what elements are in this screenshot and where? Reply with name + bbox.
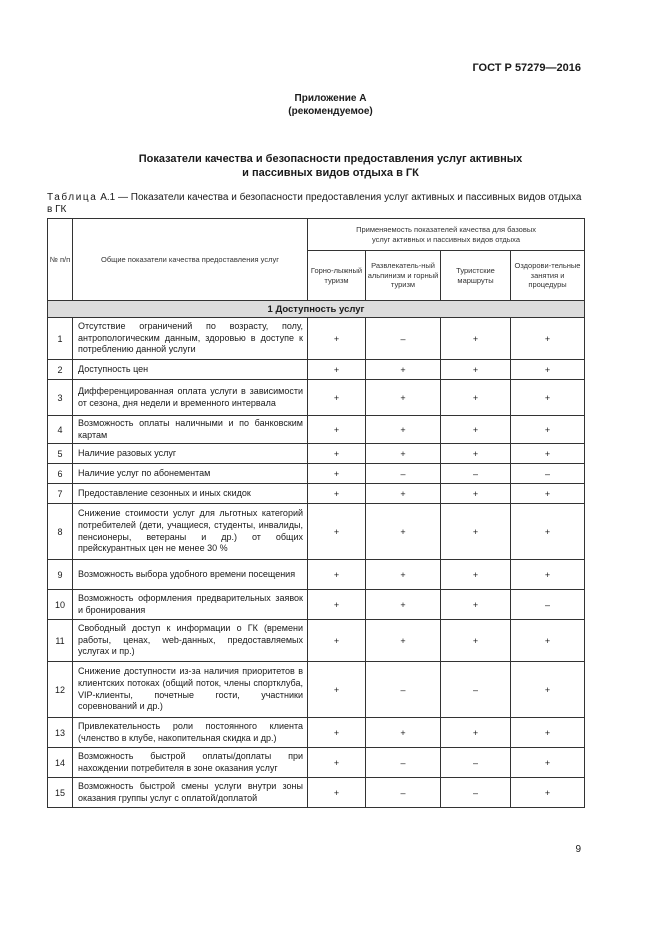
- applicability-mark: +: [308, 416, 366, 444]
- row-indicator-text: Отсутствие ограничений по возрасту, полу, антропологическим данным, здоровью в доступе к потреблению данной услуги: [73, 318, 308, 360]
- header-number: № п/п: [48, 219, 73, 301]
- applicability-mark: –: [366, 778, 441, 808]
- row-number: 6: [48, 464, 73, 484]
- table-row: [48, 444, 585, 464]
- table-row: [48, 662, 585, 718]
- table-caption-number: А.1: [100, 192, 116, 203]
- section-title: 1 Доступность услуг: [48, 301, 585, 318]
- row-number: 9: [48, 560, 73, 590]
- annex-subtitle: (рекомендуемое): [288, 106, 373, 117]
- table-row: [48, 504, 585, 560]
- row-indicator-text: Возможность оформления предварительных заявок и бронирования: [73, 590, 308, 620]
- applicability-mark: +: [441, 360, 511, 380]
- row-number: 13: [48, 718, 73, 748]
- row-number: 1: [48, 318, 73, 360]
- applicability-mark: +: [308, 778, 366, 808]
- applicability-mark: +: [366, 360, 441, 380]
- header-health-procedures: Оздорови-тельные занятия и процедуры: [511, 251, 585, 301]
- applicability-mark: +: [366, 504, 441, 560]
- row-number: 7: [48, 484, 73, 504]
- applicability-mark: +: [441, 416, 511, 444]
- applicability-mark: +: [511, 416, 585, 444]
- applicability-mark: +: [441, 504, 511, 560]
- applicability-mark: –: [441, 778, 511, 808]
- applicability-mark: –: [366, 662, 441, 718]
- row-number: 5: [48, 444, 73, 464]
- applicability-mark: +: [511, 318, 585, 360]
- applicability-mark: +: [366, 590, 441, 620]
- applicability-mark: +: [511, 380, 585, 416]
- row-number: 11: [48, 620, 73, 662]
- document-heading: [0, 152, 661, 180]
- applicability-mark: –: [511, 464, 585, 484]
- row-indicator-text: Предоставление сезонных и иных скидок: [73, 484, 308, 504]
- row-indicator-text: Свободный доступ к информации о ГК (времени работы, ценах, web-данных, предоставляемых услугах и пр.): [73, 620, 308, 662]
- row-indicator-text: Привлекательность роли постоянного клиента (членство в клубе, накопительная скидка и др.): [73, 718, 308, 748]
- applicability-mark: –: [366, 318, 441, 360]
- header-applicability-group: Применяемость показателей качества для базовых услуг активных и пассивных видов отдыха: [308, 219, 585, 251]
- applicability-mark: +: [511, 444, 585, 464]
- applicability-mark: +: [511, 718, 585, 748]
- applicability-mark: +: [511, 560, 585, 590]
- page-number: 9: [575, 844, 581, 855]
- row-number: 10: [48, 590, 73, 620]
- applicability-mark: +: [366, 718, 441, 748]
- applicability-mark: +: [441, 718, 511, 748]
- header-alpinism: Развлекатель-ный альпинизм и горный туризм: [366, 251, 441, 301]
- row-indicator-text: Доступность цен: [73, 360, 308, 380]
- applicability-mark: –: [441, 464, 511, 484]
- row-number: 2: [48, 360, 73, 380]
- applicability-mark: +: [308, 620, 366, 662]
- row-number: 8: [48, 504, 73, 560]
- table-row: [48, 464, 585, 484]
- header-ski-tourism: Горно-лыжный туризм: [308, 251, 366, 301]
- row-indicator-text: Возможность оплаты наличными и по банковским картам: [73, 416, 308, 444]
- applicability-mark: +: [308, 380, 366, 416]
- applicability-mark: +: [511, 778, 585, 808]
- applicability-mark: +: [308, 748, 366, 778]
- row-indicator-text: Наличие разовых услуг: [73, 444, 308, 464]
- applicability-mark: +: [441, 620, 511, 662]
- table-row: [48, 318, 585, 360]
- row-indicator-text: Наличие услуг по абонементам: [73, 464, 308, 484]
- row-number: 12: [48, 662, 73, 718]
- applicability-mark: +: [511, 662, 585, 718]
- applicability-mark: +: [441, 560, 511, 590]
- applicability-mark: +: [511, 748, 585, 778]
- applicability-mark: +: [308, 360, 366, 380]
- table-row: [48, 590, 585, 620]
- applicability-mark: –: [366, 464, 441, 484]
- table-row: [48, 620, 585, 662]
- applicability-mark: +: [366, 416, 441, 444]
- table-caption-text: — Показатели качества и безопасности предоставления услуг активных и пассивных видов отдыха в ГК: [47, 192, 582, 215]
- table-row: [48, 748, 585, 778]
- applicability-mark: +: [308, 318, 366, 360]
- row-indicator-text: Снижение доступности из-за наличия приоритетов в клиентских потоках (общий поток, члены спортклуба, VIP-клиенты, почетные гости, участники соревнований и др.): [73, 662, 308, 718]
- header-tourist-routes: Туристские маршруты: [441, 251, 511, 301]
- quality-indicators-table: [47, 218, 585, 808]
- applicability-mark: +: [441, 484, 511, 504]
- applicability-mark: +: [511, 620, 585, 662]
- row-indicator-text: Возможность выбора удобного времени посещения: [73, 560, 308, 590]
- applicability-mark: +: [366, 620, 441, 662]
- applicability-mark: –: [441, 662, 511, 718]
- row-indicator-text: Снижение стоимости услуг для льготных категорий потребителей (дети, учащиеся, студенты, инвалиды, пенсионеры, ветераны и др.) от общих прейскурантных цен не менее 30 %: [73, 504, 308, 560]
- applicability-mark: +: [308, 590, 366, 620]
- annex-block: [0, 92, 661, 118]
- applicability-mark: +: [366, 380, 441, 416]
- table-row: [48, 778, 585, 808]
- heading-line-2: и пассивных видов отдыха в ГК: [242, 167, 419, 179]
- applicability-mark: +: [511, 360, 585, 380]
- applicability-mark: +: [441, 444, 511, 464]
- table-row: [48, 360, 585, 380]
- applicability-mark: +: [308, 504, 366, 560]
- applicability-mark: +: [308, 662, 366, 718]
- applicability-mark: +: [366, 444, 441, 464]
- row-number: 4: [48, 416, 73, 444]
- row-number: 14: [48, 748, 73, 778]
- applicability-mark: –: [511, 590, 585, 620]
- table-row: [48, 416, 585, 444]
- table-row: [48, 484, 585, 504]
- applicability-mark: +: [308, 560, 366, 590]
- table-row: [48, 380, 585, 416]
- applicability-mark: +: [441, 590, 511, 620]
- row-number: 3: [48, 380, 73, 416]
- applicability-mark: –: [366, 748, 441, 778]
- table-caption-label: Таблица: [47, 192, 98, 203]
- applicability-mark: +: [441, 318, 511, 360]
- standard-number: ГОСТ Р 57279—2016: [472, 62, 581, 74]
- applicability-mark: +: [441, 380, 511, 416]
- applicability-mark: +: [511, 484, 585, 504]
- applicability-mark: +: [308, 464, 366, 484]
- applicability-mark: +: [511, 504, 585, 560]
- header-general-indicators: Общие показатели качества предоставления услуг: [73, 219, 308, 301]
- table-row: [48, 560, 585, 590]
- table-row: [48, 718, 585, 748]
- applicability-mark: +: [308, 444, 366, 464]
- applicability-mark: +: [308, 718, 366, 748]
- table-caption: [47, 192, 587, 216]
- row-number: 15: [48, 778, 73, 808]
- row-indicator-text: Дифференцированная оплата услуги в зависимости от сезона, дня недели и временного интервала: [73, 380, 308, 416]
- heading-line-1: Показатели качества и безопасности предоставления услуг активных: [138, 153, 523, 165]
- annex-title: Приложение А: [294, 93, 367, 104]
- row-indicator-text: Возможность быстрой смены услуги внутри зоны оказания группы услуг с оплатой/доплатой: [73, 778, 308, 808]
- applicability-mark: –: [441, 748, 511, 778]
- applicability-mark: +: [308, 484, 366, 504]
- row-indicator-text: Возможность быстрой оплаты/доплаты при нахождении потребителя в зоне оказания услуг: [73, 748, 308, 778]
- applicability-mark: +: [366, 560, 441, 590]
- applicability-mark: +: [366, 484, 441, 504]
